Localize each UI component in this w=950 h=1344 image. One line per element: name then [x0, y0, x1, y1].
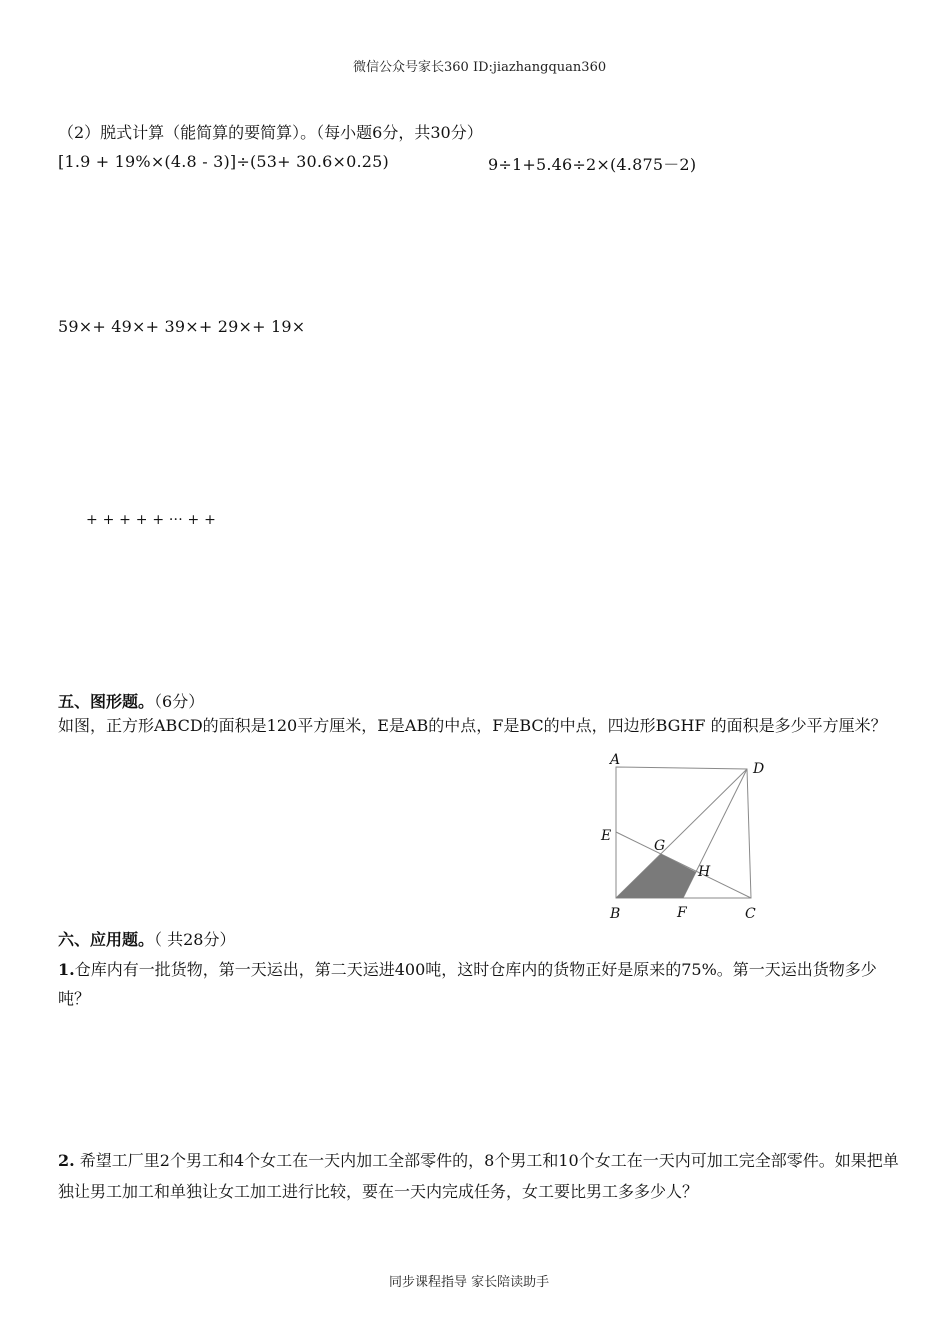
label-g: G — [654, 838, 666, 854]
question-1-number: 1. — [58, 960, 75, 979]
calc-expression-2: 9÷1+5.46÷2×(4.875－2) — [488, 155, 697, 174]
label-b: B — [610, 906, 621, 922]
page-header: 微信公众号家长360 ID:jiazhangquan360 — [353, 60, 607, 75]
label-e: E — [601, 828, 612, 844]
calc-expression-4: + + + + + ··· + + — [86, 512, 217, 528]
section6-title: 六、应用题。 — [58, 930, 155, 949]
square-figure — [590, 745, 780, 925]
shaded-quadrilateral-bghf — [616, 854, 696, 898]
calc-heading: （2）脱式计算（能简算的要简算）。（每小题6分，共30分） — [58, 123, 483, 142]
question-2-number: 2. — [58, 1151, 75, 1170]
question-2 — [58, 1145, 900, 1207]
section5-title: 五、图形题。 — [58, 692, 155, 711]
question-1-text: 仓库内有一批货物，第一天运出，第二天运进400吨，这时仓库内的货物正好是原来的75%。第一天运出货物多少吨？ — [58, 960, 877, 1008]
label-d: D — [753, 761, 765, 777]
page-footer: 同步课程指导 家长陪读助手 — [389, 1275, 550, 1290]
section6-heading — [58, 927, 235, 950]
section5-question: 如图，正方形ABCD的面积是120平方厘米，E是AB的中点，F是BC的中点，四边形BGHF 的面积是多少平方厘米？ — [58, 716, 887, 735]
label-h: H — [698, 864, 711, 880]
calc-expression-3: 59×+ 49×+ 39×+ 29×+ 19× — [58, 317, 306, 336]
label-a: A — [610, 752, 621, 768]
section5-score: （6分） — [154, 692, 205, 711]
section5-heading — [58, 689, 204, 712]
calc-expression-1: [1.9 + 19%×(4.8 - 3)]÷(53+ 30.6×0.25) — [58, 152, 389, 171]
section6-score: （ 共28分） — [154, 930, 236, 949]
question-2-text: 希望工厂里2个男工和4个女工在一天内加工全部零件的，8个男工和10个女工在一天内可加工完全部零件。如果把单独让男工加工和单独让女工加工进行比较，要在一天内完成任务，女工要比男工多多少人？ — [58, 1151, 899, 1201]
question-1 — [58, 955, 900, 1013]
label-c: C — [745, 906, 756, 922]
label-f: F — [677, 905, 687, 921]
